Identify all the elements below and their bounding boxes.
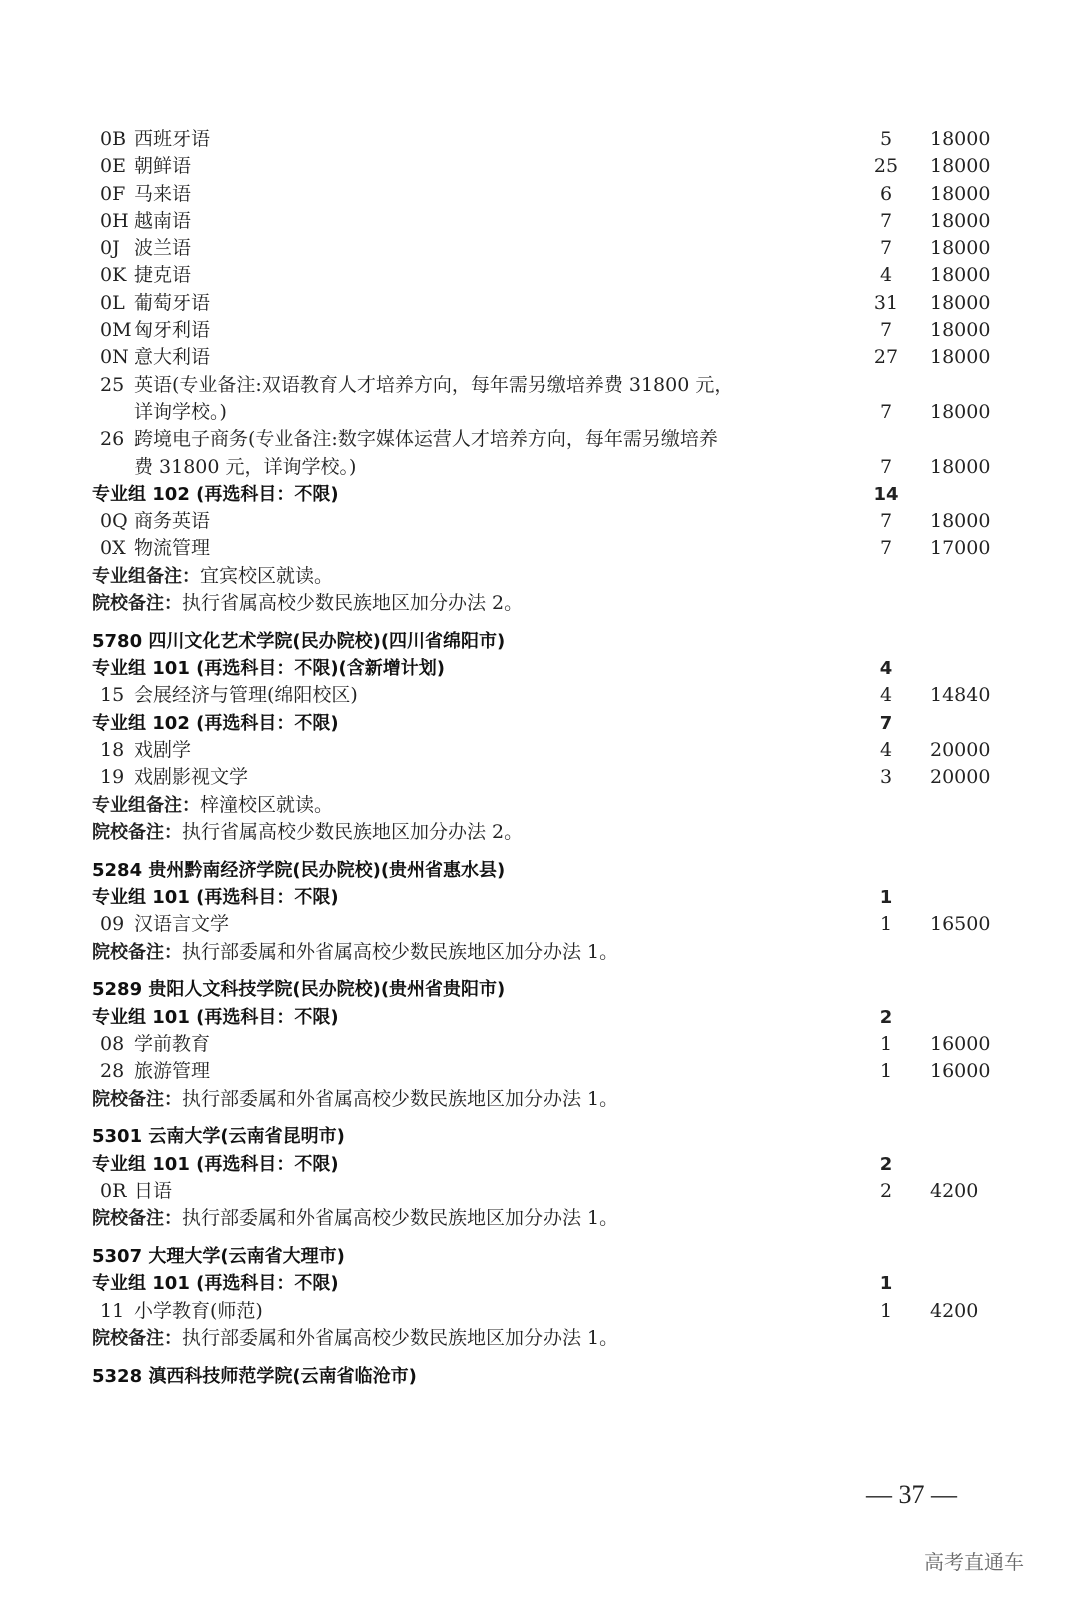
plan-count: 2 — [879, 1179, 893, 1202]
tuition-fee: 4200 — [930, 1179, 979, 1202]
major-code: 0F — [100, 182, 126, 205]
plan-count: 2 — [879, 1006, 893, 1028]
tuition-fee: 18000 — [930, 155, 991, 178]
note-row — [0, 590, 1080, 617]
major-name: 物流管理 — [134, 537, 211, 560]
tuition-fee: 18000 — [930, 237, 991, 260]
note-row — [0, 939, 1080, 966]
school-row — [0, 628, 1080, 655]
major-code: 0M — [100, 319, 132, 342]
major-code: 0L — [100, 291, 125, 314]
plan-count: 6 — [879, 182, 893, 205]
group-row — [0, 884, 1080, 911]
note-row — [0, 1086, 1080, 1113]
note-row — [0, 1325, 1080, 1352]
major-code: 08 — [100, 1033, 125, 1055]
tuition-fee: 4200 — [930, 1299, 979, 1322]
major-name: 详询学校。) — [134, 400, 227, 423]
note-label: 专业组备注： — [92, 794, 200, 816]
admission-plan-list — [0, 126, 1080, 1390]
major-name: 日语 — [134, 1179, 173, 1202]
major-name: 西班牙语 — [134, 128, 211, 150]
major-row — [0, 208, 1080, 235]
note — [92, 819, 523, 846]
watermark: 高考直通车 — [924, 1550, 1024, 1574]
major-code: 0K — [100, 264, 127, 287]
plan-count: 4 — [879, 684, 893, 707]
major-name: 戏剧影视文学 — [134, 766, 249, 789]
group-row — [0, 1151, 1080, 1178]
major-name: 马来语 — [134, 182, 192, 205]
major-row — [0, 1178, 1080, 1205]
major-name: 葡萄牙语 — [134, 291, 211, 314]
major-row — [0, 508, 1080, 535]
major-row — [0, 344, 1080, 371]
plan-count: 2 — [879, 1153, 893, 1175]
major-name: 朝鲜语 — [134, 155, 192, 178]
major-name: 跨境电子商务(专业备注:数字媒体运营人才培养方向，每年需另缴培养 — [134, 428, 718, 451]
major-row — [0, 290, 1080, 317]
group-row — [0, 1004, 1080, 1031]
plan-count: 7 — [879, 712, 893, 734]
note — [92, 1086, 618, 1113]
page-number: — 37 — — [866, 1480, 957, 1509]
plan-count: 1 — [879, 1273, 893, 1295]
major-row — [0, 372, 1080, 399]
note-row — [0, 792, 1080, 819]
major-name: 费 31800 元，详询学校。) — [134, 455, 357, 478]
major-row — [0, 153, 1080, 180]
major-name: 英语(专业备注:双语教育人才培养方向，每年需另缴培养费 31800 元， — [134, 373, 734, 396]
major-row — [0, 1031, 1080, 1058]
plan-count: 1 — [879, 913, 893, 936]
group-title: 专业组 101 (再选科目：不限)(含新增计划) — [92, 658, 446, 680]
plan-count: 7 — [879, 537, 893, 560]
major-code: 19 — [100, 766, 125, 789]
major-row — [0, 454, 1080, 481]
group-title: 专业组 101 (再选科目：不限) — [92, 887, 339, 909]
major-code: 0J — [100, 237, 120, 260]
major-row — [0, 737, 1080, 764]
major-name: 汉语言文学 — [134, 913, 230, 936]
major-code: 26 — [100, 428, 125, 451]
tuition-fee: 18000 — [930, 291, 991, 314]
note-label: 院校备注： — [92, 821, 182, 843]
tuition-fee: 20000 — [930, 739, 991, 762]
school-title: 5780 四川文化艺术学院(民办院校)(四川省绵阳市) — [92, 630, 506, 652]
plan-count: 5 — [879, 128, 893, 150]
school-title: 5301 云南大学(云南省昆明市) — [92, 1126, 345, 1148]
tuition-fee: 18000 — [930, 209, 991, 232]
plan-count: 14 — [873, 483, 899, 505]
plan-count: 7 — [879, 455, 893, 478]
note-row — [0, 1205, 1080, 1232]
plan-count: 1 — [879, 887, 893, 909]
school-title: 5289 贵阳人文科技学院(民办院校)(贵州省贵阳市) — [92, 979, 506, 1001]
tuition-fee: 14840 — [930, 684, 991, 707]
school-title: 5284 贵州黔南经济学院(民办院校)(贵州省惠水县) — [92, 859, 506, 881]
note — [92, 563, 333, 590]
major-code: 09 — [100, 913, 125, 936]
note — [92, 1325, 618, 1352]
tuition-fee: 16500 — [930, 913, 991, 936]
note-text: 执行部委属和外省属高校少数民族地区加分办法 1。 — [182, 940, 619, 963]
major-code: 0E — [100, 155, 126, 178]
group-title: 专业组 102 (再选科目：不限) — [92, 483, 339, 505]
note — [92, 590, 523, 617]
major-code: 25 — [100, 373, 125, 396]
major-name: 商务英语 — [134, 510, 211, 533]
group-row — [0, 1270, 1080, 1297]
school-title: 5328 滇西科技师范学院(云南省临沧市) — [92, 1365, 417, 1387]
note-label: 院校备注： — [92, 593, 182, 615]
note-text: 执行省属高校少数民族地区加分办法 2。 — [182, 592, 524, 615]
note-row — [0, 819, 1080, 846]
major-row — [0, 1298, 1080, 1325]
tuition-fee: 18000 — [930, 264, 991, 287]
major-code: 18 — [100, 739, 125, 762]
plan-count: 1 — [879, 1299, 893, 1322]
group-title: 专业组 101 (再选科目：不限) — [92, 1006, 339, 1028]
plan-count: 27 — [873, 346, 899, 369]
major-row — [0, 1058, 1080, 1085]
major-code: 0N — [100, 346, 129, 369]
note-text: 梓潼校区就读。 — [200, 793, 334, 816]
major-row — [0, 126, 1080, 153]
tuition-fee: 18000 — [930, 400, 991, 423]
note — [92, 939, 618, 966]
plan-count: 4 — [879, 739, 893, 762]
tuition-fee: 18000 — [930, 455, 991, 478]
note-row — [0, 563, 1080, 590]
major-name: 波兰语 — [134, 237, 192, 260]
plan-count: 25 — [873, 155, 899, 178]
tuition-fee: 16000 — [930, 1033, 991, 1055]
school-row — [0, 857, 1080, 884]
major-name: 旅游管理 — [134, 1060, 211, 1083]
school-row — [0, 976, 1080, 1003]
tuition-fee: 20000 — [930, 766, 991, 789]
tuition-fee: 17000 — [930, 537, 991, 560]
plan-count: 31 — [873, 291, 899, 314]
major-name: 捷克语 — [134, 264, 192, 287]
major-code: 0Q — [100, 510, 128, 533]
major-row — [0, 764, 1080, 791]
note-label: 院校备注： — [92, 941, 182, 963]
tuition-fee: 18000 — [930, 128, 991, 150]
note-label: 院校备注： — [92, 1088, 182, 1110]
tuition-fee: 18000 — [930, 319, 991, 342]
major-name: 会展经济与管理(绵阳校区) — [134, 684, 358, 707]
note — [92, 1205, 618, 1232]
tuition-fee: 16000 — [930, 1060, 991, 1083]
major-row — [0, 181, 1080, 208]
plan-count: 4 — [879, 658, 893, 680]
major-code: 28 — [100, 1060, 125, 1083]
note-text: 宜宾校区就读。 — [200, 564, 334, 587]
plan-count: 7 — [879, 209, 893, 232]
note-text: 执行省属高校少数民族地区加分办法 2。 — [182, 820, 524, 843]
major-row — [0, 911, 1080, 938]
major-name: 戏剧学 — [134, 739, 192, 762]
plan-count: 7 — [879, 319, 893, 342]
major-name: 小学教育(师范) — [134, 1299, 263, 1322]
school-row — [0, 1363, 1080, 1390]
note-label: 院校备注： — [92, 1327, 182, 1349]
major-row — [0, 235, 1080, 262]
plan-count: 3 — [879, 766, 893, 789]
major-name: 学前教育 — [134, 1033, 211, 1055]
tuition-fee: 18000 — [930, 346, 991, 369]
major-name: 越南语 — [134, 209, 192, 232]
school-row — [0, 1123, 1080, 1150]
major-code: 0H — [100, 209, 129, 232]
note-text: 执行部委属和外省属高校少数民族地区加分办法 1。 — [182, 1207, 619, 1230]
major-code: 11 — [100, 1299, 125, 1322]
major-code: 0R — [100, 1179, 127, 1202]
plan-count: 7 — [879, 510, 893, 533]
school-title: 5307 大理大学(云南省大理市) — [92, 1246, 345, 1268]
group-row — [0, 710, 1080, 737]
major-row — [0, 535, 1080, 562]
major-row — [0, 399, 1080, 426]
major-code: 0B — [100, 128, 127, 150]
tuition-fee: 18000 — [930, 510, 991, 533]
plan-count: 1 — [879, 1033, 893, 1055]
major-row — [0, 426, 1080, 453]
major-row — [0, 262, 1080, 289]
group-row — [0, 481, 1080, 508]
major-code: 15 — [100, 684, 125, 707]
note-label: 专业组备注： — [92, 565, 200, 587]
tuition-fee: 18000 — [930, 182, 991, 205]
group-row — [0, 655, 1080, 682]
group-title: 专业组 101 (再选科目：不限) — [92, 1273, 339, 1295]
major-row — [0, 682, 1080, 709]
note-text: 执行部委属和外省属高校少数民族地区加分办法 1。 — [182, 1326, 619, 1349]
school-row — [0, 1243, 1080, 1270]
major-row — [0, 317, 1080, 344]
note-label: 院校备注： — [92, 1208, 182, 1230]
major-name: 意大利语 — [134, 346, 211, 369]
major-code: 0X — [100, 537, 126, 560]
note — [92, 792, 333, 819]
group-title: 专业组 101 (再选科目：不限) — [92, 1153, 339, 1175]
major-name: 匈牙利语 — [134, 319, 211, 342]
note-text: 执行部委属和外省属高校少数民族地区加分办法 1。 — [182, 1087, 619, 1110]
plan-count: 4 — [879, 264, 893, 287]
plan-count: 7 — [879, 400, 893, 423]
plan-count: 1 — [879, 1060, 893, 1083]
plan-count: 7 — [879, 237, 893, 260]
group-title: 专业组 102 (再选科目：不限) — [92, 712, 339, 734]
